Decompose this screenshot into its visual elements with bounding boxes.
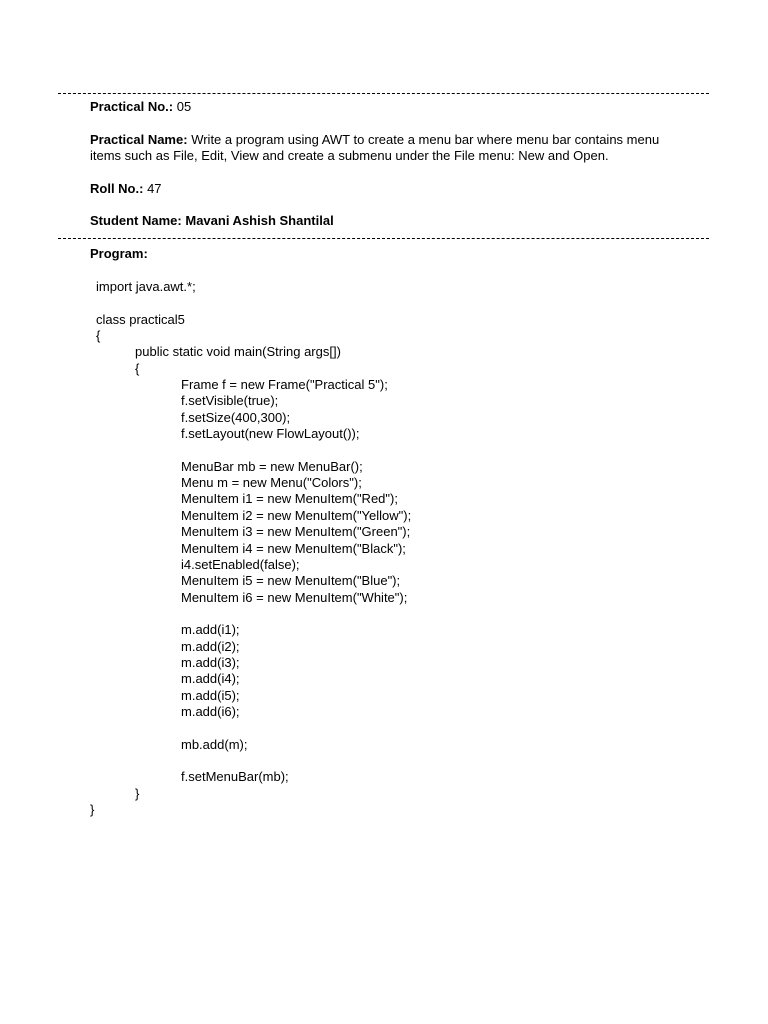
code-line: MenuItem i6 = new MenuItem("White");: [181, 589, 408, 605]
roll-number-value: 47: [147, 181, 162, 196]
code-line: m.add(i2);: [181, 638, 240, 654]
code-line: [90, 442, 411, 458]
code-line: MenuItem i5 = new MenuItem("Blue");: [181, 573, 401, 589]
code-line: MenuItem i1 = new MenuItem("Red");: [181, 491, 398, 507]
code-line: MenuBar mb = new MenuBar();: [181, 458, 363, 474]
student-name: [90, 213, 334, 229]
code-line: m.add(i3);: [181, 654, 240, 670]
middle-dashed-divider: [58, 238, 709, 239]
code-line: m.add(i6);: [181, 703, 240, 719]
roll-number-label: Roll No.:: [90, 181, 144, 196]
code-line: [90, 720, 411, 736]
practical-number: [90, 99, 191, 115]
code-line: public static void main(String args[]): [135, 344, 341, 360]
code-line: mb.add(m);: [181, 736, 248, 752]
code-line: MenuItem i2 = new MenuItem("Yellow");: [181, 507, 412, 523]
code-line: m.add(i4);: [181, 671, 240, 687]
roll-number: [90, 181, 162, 197]
code-line: [90, 606, 411, 622]
code-line: [90, 753, 411, 769]
code-line: {: [96, 328, 101, 344]
code-line: }: [135, 785, 140, 801]
practical-number-label: Practical No.:: [90, 99, 174, 114]
code-line: i4.setEnabled(false);: [181, 556, 300, 572]
practical-name: [90, 132, 690, 164]
code-line: f.setSize(400,300);: [181, 409, 291, 425]
code-line: f.setMenuBar(mb);: [181, 769, 289, 785]
code-line: class practical5: [96, 311, 185, 327]
code-line: m.add(i1);: [181, 622, 240, 638]
code-line: MenuItem i3 = new MenuItem("Green");: [181, 524, 411, 540]
student-name-label: Student Name:: [90, 213, 182, 228]
practical-number-value: 05: [176, 99, 192, 114]
program-heading: Program:: [90, 246, 148, 261]
practical-name-label: Practical Name:: [90, 132, 188, 147]
code-line: [90, 295, 411, 311]
code-line: f.setVisible(true);: [181, 393, 279, 409]
code-line: import java.awt.*;: [96, 279, 196, 294]
student-name-value: Mavani Ashish Shantilal: [185, 213, 334, 228]
code-line: }: [90, 802, 95, 817]
code-line: MenuItem i4 = new MenuItem("Black");: [181, 540, 406, 556]
code-line: m.add(i5);: [181, 687, 240, 703]
code-line: Menu m = new Menu("Colors");: [181, 475, 362, 491]
program-code-block: [90, 279, 411, 818]
practical-name-value: Write a program using AWT to create a menu bar where menu bar contains menu items such as File, Edit, View and create a submenu under the File menu: New and Open.: [90, 132, 660, 163]
code-line: f.setLayout(new FlowLayout());: [181, 426, 360, 442]
top-dashed-divider: [58, 93, 709, 94]
code-line: Frame f = new Frame("Practical 5");: [181, 377, 388, 393]
code-line: {: [135, 360, 140, 376]
